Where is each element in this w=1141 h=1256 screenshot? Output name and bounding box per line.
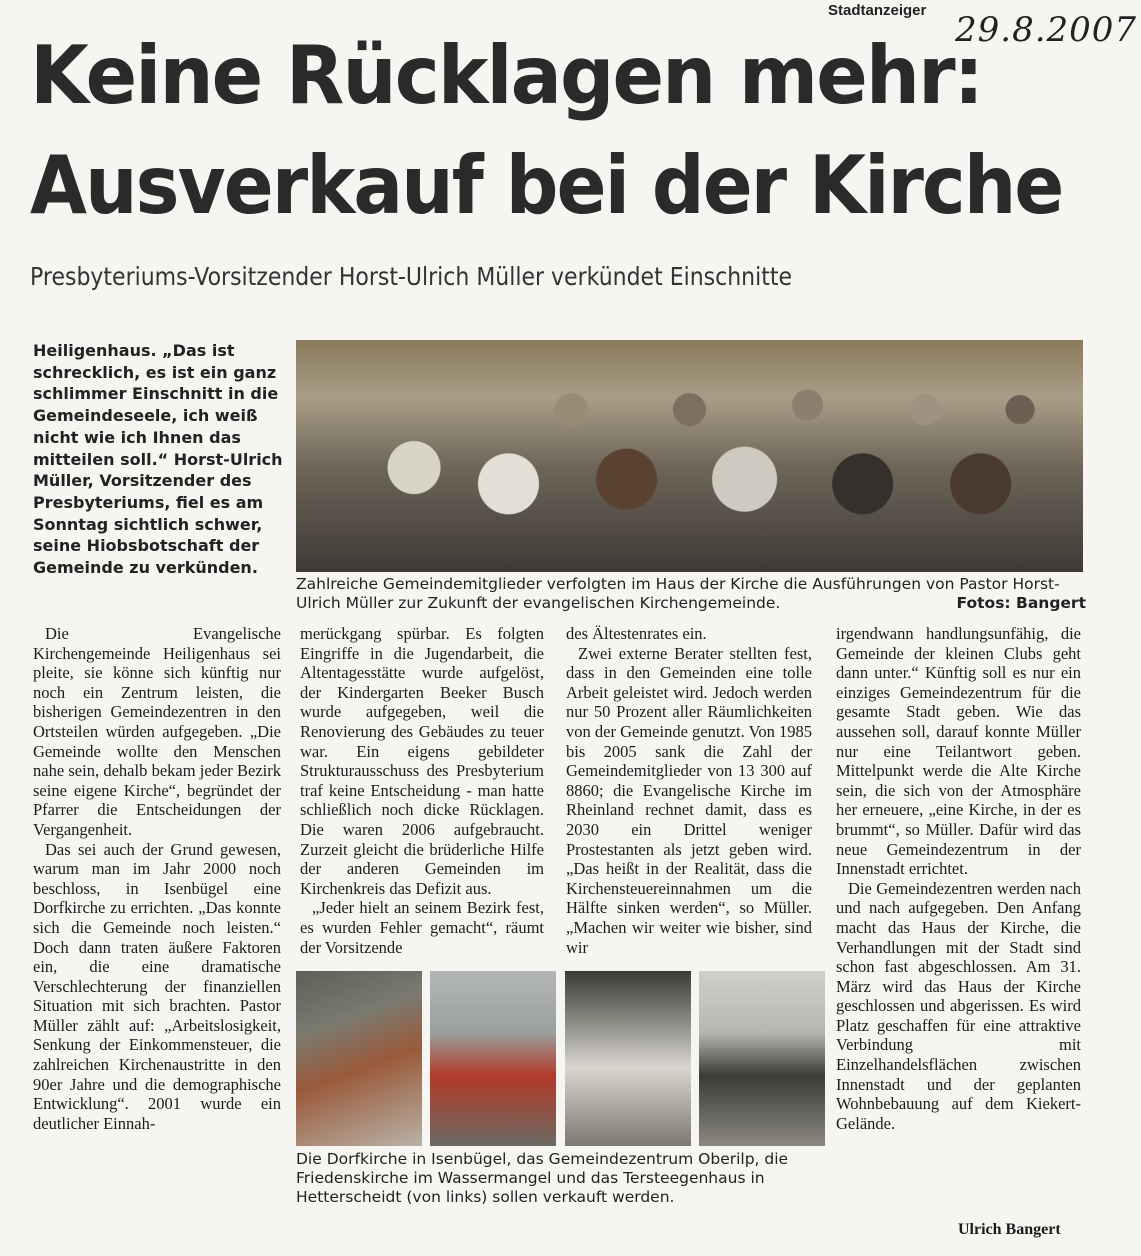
newspaper-source: Stadtanzeiger: [828, 2, 927, 19]
paragraph: des Ältestenrates ein.: [566, 624, 707, 643]
church-photo-tersteegenhaus: [699, 971, 825, 1146]
paragraph: Zwei externe Berater stellten fest, dass in den Gemeinden eine tolle Arbeit geleistet wird. Jedoch werden nur 50 Prozent aller Räumlichkeiten von der Gemeinde genutzt. Von 1985 bis 2005 sank die Zahl der Gemeindemitglieder von 13 300 auf 8860; die Evangelische Kirche im Rheinland rechnet damit, dass es 2030 ein Drittel weniger Prostestanten als jetzt geben wird. „Das heißt in der Realität, dass die Kirchensteuereinnahmen um die Hälfte sinken werden“, so Müller. „Machen wir weiter wie bisher, sind wir: [566, 643, 812, 957]
article-column-3: [566, 624, 812, 957]
article-column-2: [300, 624, 544, 957]
headline-line-2: Ausverkauf bei der Kirche: [30, 139, 1063, 232]
main-caption-text: Zahlreiche Gemeindemitglieder verfolgten im Haus der Kirche die Ausführungen von Pastor Horst-Ulrich Müller zur Zukunft der evangelischen Kirchengemeinde.: [296, 575, 1060, 612]
lead-paragraph: Heiligenhaus. „Das ist schrecklich, es ist ein ganz schlimmer Einschnitt in die Gemeindeseele, ich weiß nicht wie ich Ihnen das mitteilen soll.“ Horst-Ulrich Müller, Vorsitzender des Presbyteriums, fiel es am Sonntag sichtlich schwer, seine Hiobsbotschaft der Gemeinde zu verkünden.: [33, 341, 283, 578]
author: Ulrich Bangert: [958, 1221, 1061, 1238]
church-photos-caption: Die Dorfkirche in Isenbügel, das Gemeindezentrum Oberilp, die Friedenskirche im Wassermangel und das Tersteegenhaus in Hetterscheidt (von links) sollen verkauft werden.: [296, 1150, 789, 1206]
audience-photo: [296, 340, 1083, 572]
photo-credit: Fotos: Bangert: [956, 594, 1086, 612]
handwritten-date: 29.8.2007: [955, 10, 1138, 50]
paragraph: Die Evangelische Kirchengemeinde Heiligenhaus sei pleite, sie könne sich künftig nur noch ein Zentrum leisten, die bisherigen Gemeindezentren in den Ortsteilen würden aufgegeben. „Die Gemeinde wollte den Menschen nahe sein, dehalb bekam jeder Bezirk seine eigene Kirche“, begründet der Pfarrer die Entscheidungen der Vergangenheit.: [33, 624, 281, 839]
main-photo-caption: [296, 575, 1086, 613]
audience-photo-figures: [296, 340, 1083, 572]
paragraph: Das sei auch der Grund gewesen, warum man im Jahr 2000 noch beschloss, in Isenbügel eine Dorfkirche zu errichten. „Das konnte sich die Gemeinde noch leisten.“ Doch dann traten äußere Faktoren ein, die eine dramatische Verschlechterung der finanziellen Situation mit sich brachten. Pastor Müller zählt auf: „Arbeitslosigkeit, Senkung der Einkommensteuer, die zahlreichen Kirchenaustritte in den 90er Jahre und die demographische Entwicklung“. 2001 wurde ein deutlicher Einnah-: [33, 839, 281, 1133]
article-column-4: [836, 624, 1081, 1133]
paragraph: merückgang spürbar. Es folgten Eingriffe in die Jugendarbeit, die Altentagesstätte wurde aufgelöst, der Kindergarten Beeker Busch wurde aufgegeben, weil die Renovierung des Gebäudes zu teuer war. Ein eigens gebildeter Strukturausschuss des Presbyterium traf keine Entscheidung - man hatte schließlich noch dicke Rücklagen. Die waren 2006 aufgebraucht. Zurzeit gleicht die brüderliche Hilfe der anderen Gemeinden im Kirchenkreis das Defizit aus.: [300, 624, 544, 898]
paragraph: Die Gemeindezentren werden nach und nach aufgegeben. Den Anfang macht das Haus der Kirche, die Verhandlungen mit der Stadt sind schon fast abgeschlossen. Am 31. März wird das Haus der Kirche geschlossen und abgerissen. Es wird Platz geschaffen für eine attraktive Verbindung mit Einzelhandelsflächen zwischen Innenstadt und der geplanten Wohnbebauung auf dem Kiekert-Gelände.: [836, 878, 1081, 1133]
subtitle: Presbyteriums-Vorsitzender Horst-Ulrich Müller verkündet Einschnitte: [30, 262, 793, 291]
paragraph: irgendwann handlungsunfähig, die Gemeinde der kleinen Clubs geht dann unter.“ Künftig soll es nur ein einziges Gemeindezentrum für die gesamte Stadt geben. Wie das aussehen soll, darauf konnte Müller nur eine Teilantwort geben. Mittelpunkt werde die Alte Kirche sein, die sich von der Atmosphäre her erneuere, „eine Kirche, in der es brummt“, so Müller. Dafür wird das neue Gemeindezentrum in der Innenstadt errichtet.: [836, 624, 1081, 879]
church-photo-oberilp: [430, 971, 556, 1146]
paragraph: „Jeder hielt an seinem Bezirk fest, es wurden Fehler gemacht“, räumt der Vorsitzende: [300, 898, 544, 957]
headline-line-1: Keine Rücklagen mehr:: [30, 29, 983, 122]
church-photo-friedenskirche: [565, 971, 691, 1146]
church-photo-isenbuegel: [296, 971, 422, 1146]
article-column-1: [33, 624, 281, 1133]
